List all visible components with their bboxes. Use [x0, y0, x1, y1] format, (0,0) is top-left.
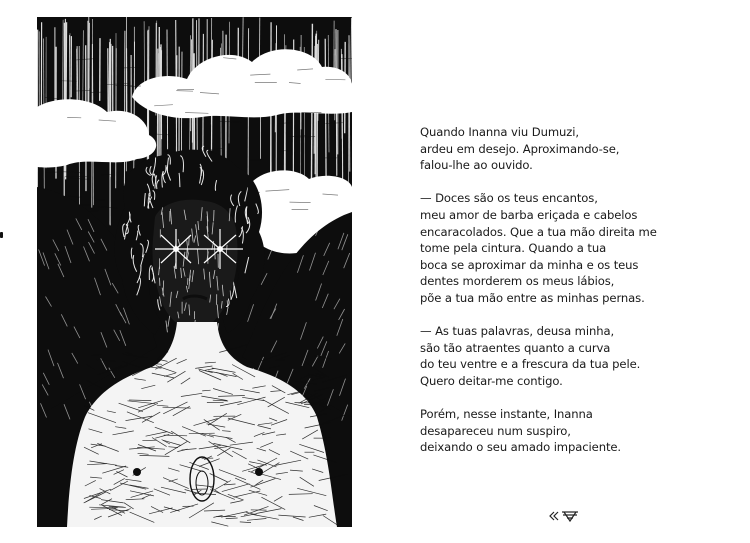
poem-line: meu amor de barba eriçada e cabelos: [420, 207, 638, 222]
poem-line: Quero deitar-me contigo.: [420, 373, 563, 388]
poem-line: desapareceu num suspiro,: [420, 423, 571, 438]
poem-line: falou-lhe ao ouvido.: [420, 158, 533, 173]
poem-line: Quando Inanna viu Dumuzi,: [420, 125, 579, 139]
poem-line: põe a tua mão entre as minhas pernas.: [420, 290, 645, 305]
poem-line: encaracolados. Que a tua mão direita me: [420, 224, 657, 239]
poem-line: são tão atraentes quanto a curva: [420, 340, 611, 355]
poem-stanza-2: [420, 190, 720, 306]
poem-line: Porém, nesse instante, Inanna: [420, 407, 593, 422]
poem-line: — Doces são os teus encantos,: [420, 191, 598, 206]
poem-line: ardeu em desejo. Aproximando-se,: [420, 141, 620, 156]
poem-line: boca se aproximar da minha e os teus: [420, 257, 639, 272]
poem-line: dentes morderem os meus lábios,: [420, 274, 615, 289]
poem-line: do teu ventre e a frescura da tua pele.: [420, 357, 641, 372]
poem-line: tome pela cintura. Quando a tua: [420, 241, 607, 256]
page-ornament-icon: [548, 508, 582, 522]
woodcut-illustration: [37, 17, 352, 527]
poem-stanza-3: [420, 323, 720, 389]
poem-stanza-4: [420, 406, 720, 456]
woodcut-portrait-svg: [37, 17, 352, 527]
poem-stanza-1: [420, 124, 720, 174]
poem-line: — As tuas palavras, deusa minha,: [420, 324, 615, 339]
poem-text: [420, 124, 720, 472]
page-edge-mark: [0, 232, 3, 238]
poem-line: deixando o seu amado impaciente.: [420, 440, 622, 455]
